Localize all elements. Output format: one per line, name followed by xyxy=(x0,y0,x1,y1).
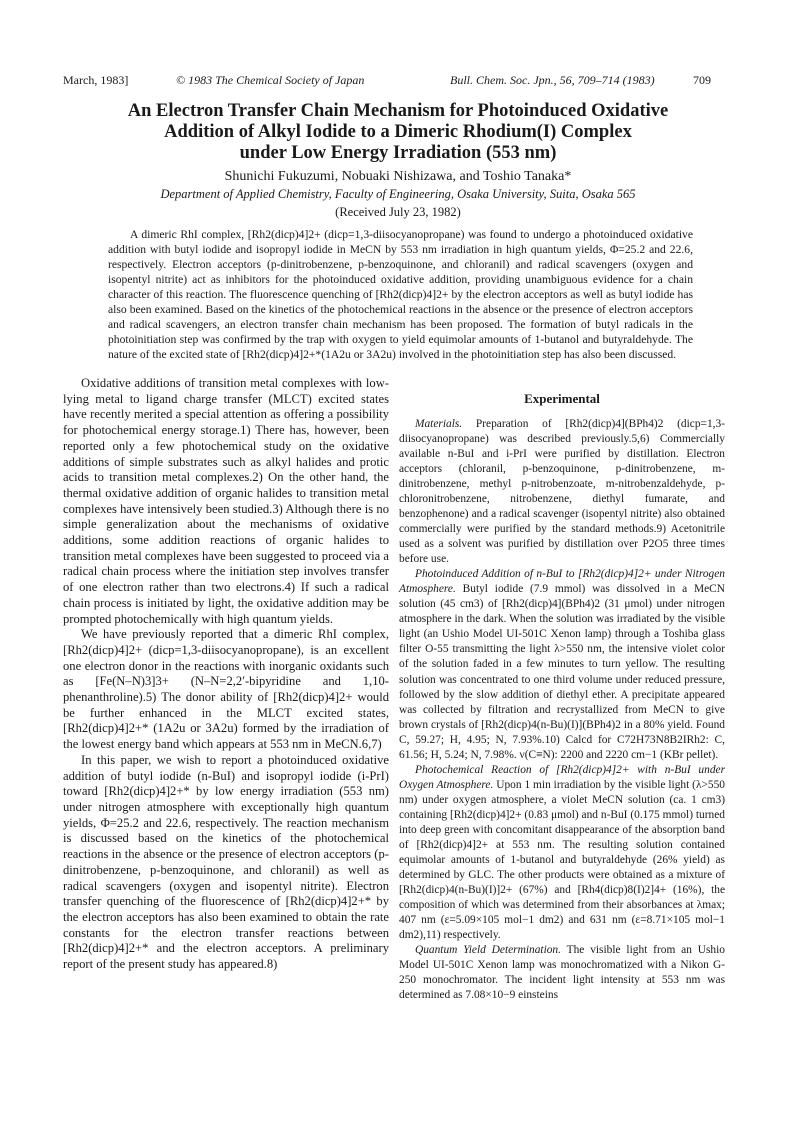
photochemical-label: Photochemical Reaction of [Rh2(dicp)4]2+ with n-BuI under Oxygen Atmosphere. xyxy=(399,763,725,791)
photoinduced-text: Butyl iodide (7.9 mmol) was dissolved in a MeCN solution (45 cm3) of [Rh2(dicp)4](BPh4)2 (31 μmol) under nitrogen atmosphere in the dark. When the solution was irradiated by the visible light (an Ushio Model UI-501C Xenon lamp) through a Toshiba glass filter O-55 transmitting the light λ>550 nm, the intensive violet color of the solution faded in a few minutes to turn yellow. The resulting solution was concentrated to one third volume under reduced pressure, followed by the slow addition of diethyl ether. A precipitate appeared was collected by filtration and recrystallized from MeCN to give brown crystals of [Rh2(dicp)4(n-Bu)(I)](BPh4)2 in a 80% yield. Found C, 59.27; H, 4.95; N, 7.93%.10) Calcd for C72H73N8B2IRh2: C, 61.56; H, 5.24; N, 7.98%. ν(C≡N): 2200 and 2220 cm−1 (KBr pellet). xyxy=(399,583,725,761)
intro-paragraph-1: Oxidative additions of transition metal complexes with low-lying metal to ligand charge transfer (MLCT) excited states have recently merited a special attention as offering a possibility for photochemical energy storage.1) There has, however, been reported only a few photochemical study on the oxidative additions of simple substrates such as alkyl halides and protic acids to transition metal complexes.2) On the other hand, the thermal oxidative addition of organic halides to transition metal complexes have intensively been studied.3) Although there is no simple generalization about the mechanisms of oxidative additions, some addition reactions of organic halides to transition metal complexes have been suggested to proceed via a radical chain process where the initiation step involves transfer of one electron rather than two electrons.4) If such a radical chain process is initiated by light, the oxidative addition may be prompted photochemically with high quantum yields. xyxy=(63,376,389,626)
materials-paragraph xyxy=(399,417,725,567)
abstract: A dimeric RhI complex, [Rh2(dicp)4]2+ (dicp=1,3-diisocyanopropane) was found to undergo a photoinduced oxidative addition with butyl iodide and isopropyl iodide in MeCN by 553 nm irradiation in high quantum yields, Φ=25.2 and 22.6, respectively. Electron acceptors (p-dinitrobenzene, p-benzoquinone, and chloranil) and radical scavengers (oxygen and isopentyl nitrite) act as inhibitors for the photoinduced oxidative addition, providing unambiguous evidence for a chain character of this reaction. The fluorescence quenching of [Rh2(dicp)4]2+ by the electron acceptors as well as butyl iodide has also been examined. Based on the kinetics of the photochemical reactions in the absence or the presence of electron acceptors and radical scavengers, an electron transfer chain mechanism has been proposed. The formation of butyl radicals in the photoinitiation step was confirmed by the trap with oxygen to yield equimolar amounts of 1-butanol and butyraldehyde. The nature of the excited state of [Rh2(dicp)4]2+*(1A2u or 3A2u) involved in the photoinitiation step has also been discussed. xyxy=(108,228,693,361)
article-title xyxy=(60,101,736,164)
left-column xyxy=(63,376,389,973)
photoinduced-label: Photoinduced Addition of n-BuI to [Rh2(dicp)4]2+ under Nitrogen Atmosphere. xyxy=(399,568,725,596)
title-line-2: Addition of Alkyl Iodide to a Dimeric Rhodium(I) Complex xyxy=(164,122,632,142)
journal-citation: Bull. Chem. Soc. Jpn., 56, 709–714 (1983) xyxy=(450,73,655,87)
photoinduced-paragraph xyxy=(399,567,725,763)
author-list: Shunichi Fukuzumi, Nobuaki Nishizawa, and Toshio Tanaka* xyxy=(224,169,572,184)
page-number: 709 xyxy=(693,73,711,87)
copyright-notice: © 1983 The Chemical Society of Japan xyxy=(176,73,365,87)
received-date: (Received July 23, 1982) xyxy=(335,205,461,219)
running-head xyxy=(63,73,711,89)
materials-text: Preparation of [Rh2(dicp)4](BPh4)2 (dicp=1,3-diisocyanopropane) was described previously.5,6) Commercially available n-BuI and i-PrI were purified by distillation. Electron acceptors (chloranil, p-benzoquinone, p-dinitrobenzene, m-dinitrobenzene, methyl p-nitrobenzoate, m-nitrobenzaldehyde, p-chloronitrobenzene, nitrobenzene, diethyl fumarate, and benzophenone) and a radical scavenger (isopentyl nitrite) also obtained commercially were purified by the standard methods.9) Acetonitrile used as a solvent was purified by distillation over P2O5 three times before use. xyxy=(399,417,725,566)
title-line-3: under Low Energy Irradiation (553 nm) xyxy=(239,143,557,163)
materials-label: Materials. xyxy=(415,417,463,430)
title-line-1: An Electron Transfer Chain Mechanism for Photoinduced Oxidative xyxy=(127,101,669,121)
affiliation: Department of Applied Chemistry, Faculty of Engineering, Osaka University, Suita, Osaka 565 xyxy=(160,187,636,201)
quantum-yield-label: Quantum Yield Determination. xyxy=(415,944,561,957)
section-heading-experimental: Experimental xyxy=(524,391,600,406)
photochemical-paragraph xyxy=(399,763,725,944)
issue-date: March, 1983] xyxy=(63,73,129,87)
photochemical-text: Upon 1 min irradiation by the visible light (λ>550 nm) under oxygen atmosphere, a violet MeCN solution (ca. 1 cm3) containing [Rh2(dicp)4]2+ (0.83 μmol) and n-BuI (0.175 mmol) turned into deep green with concomitant disappearance of the absorption band of [Rh2(dicp)4]2+ at 553 nm. The resulting solution contained equimolar amounts of 1-butanol and butyraldehyde (26% yield) as determined by GLC. The other products were obtained as a mixture of [Rh2(dicp)4(n-Bu)(I)]2+ (67%) and [Rh4(dicp)8(I)2]4+ (16%), the composition of which was determined from their absorbances at λmax; 407 nm (ε=5.09×105 mol−1 dm2) and 631 nm (ε=8.71×105 mol−1 dm2),11) respectively. xyxy=(399,778,726,942)
intro-paragraph-3: In this paper, we wish to report a photoinduced oxidative addition of butyl iodide (n-BuI) and isopropyl iodide (i-PrI) toward [Rh2(dicp)4]2+* by low energy irradiation (553 nm) under nitrogen atmosphere with exceptionally high quantum yields, Φ=25.2 and 22.6, respectively. The reaction mechanism is discussed based on the kinetics of the photochemical reactions in the absence or the presence of electron acceptors (p-dinitrobenzene, p-benzoquinone, and chloranil) as well as radical scavengers (oxygen and isopentyl nitrite). Electron transfer quenching of the fluorescence of [Rh2(dicp)4]2+* by the electron acceptors has also been examined to obtain the rate constants for the electron transfer reactions between [Rh2(dicp)4]2+* and the electron acceptors. A preliminary report of the present study has appeared.8) xyxy=(63,752,389,972)
intro-paragraph-2: We have previously reported that a dimeric RhI complex, [Rh2(dicp)4]2+ (dicp=1,3-diisocyanopropane), is an excellent one electron donor in the reactions with inorganic oxidants such as [Fe(N–N)3]3+ (N–N=2,2′-bipyridine and 1,10-phenanthroline).5) The donor ability of [Rh2(dicp)4]2+ would be further enhanced in the MLCT excited states, [Rh2(dicp)4]2+* (1A2u or 3A2u) formed by the irradiation of the lowest energy band which appears at 553 nm in MeCN.6,7) xyxy=(63,627,389,752)
quantum-yield-paragraph xyxy=(399,943,725,1003)
quantum-yield-text: The visible light from an Ushio Model UI-501C Xenon lamp was monochromatized with a Nikon G-250 monochromator. The incident light intensity at 553 nm was determined as 7.08×10−9 einsteins xyxy=(399,944,725,1002)
right-column xyxy=(399,376,725,1004)
